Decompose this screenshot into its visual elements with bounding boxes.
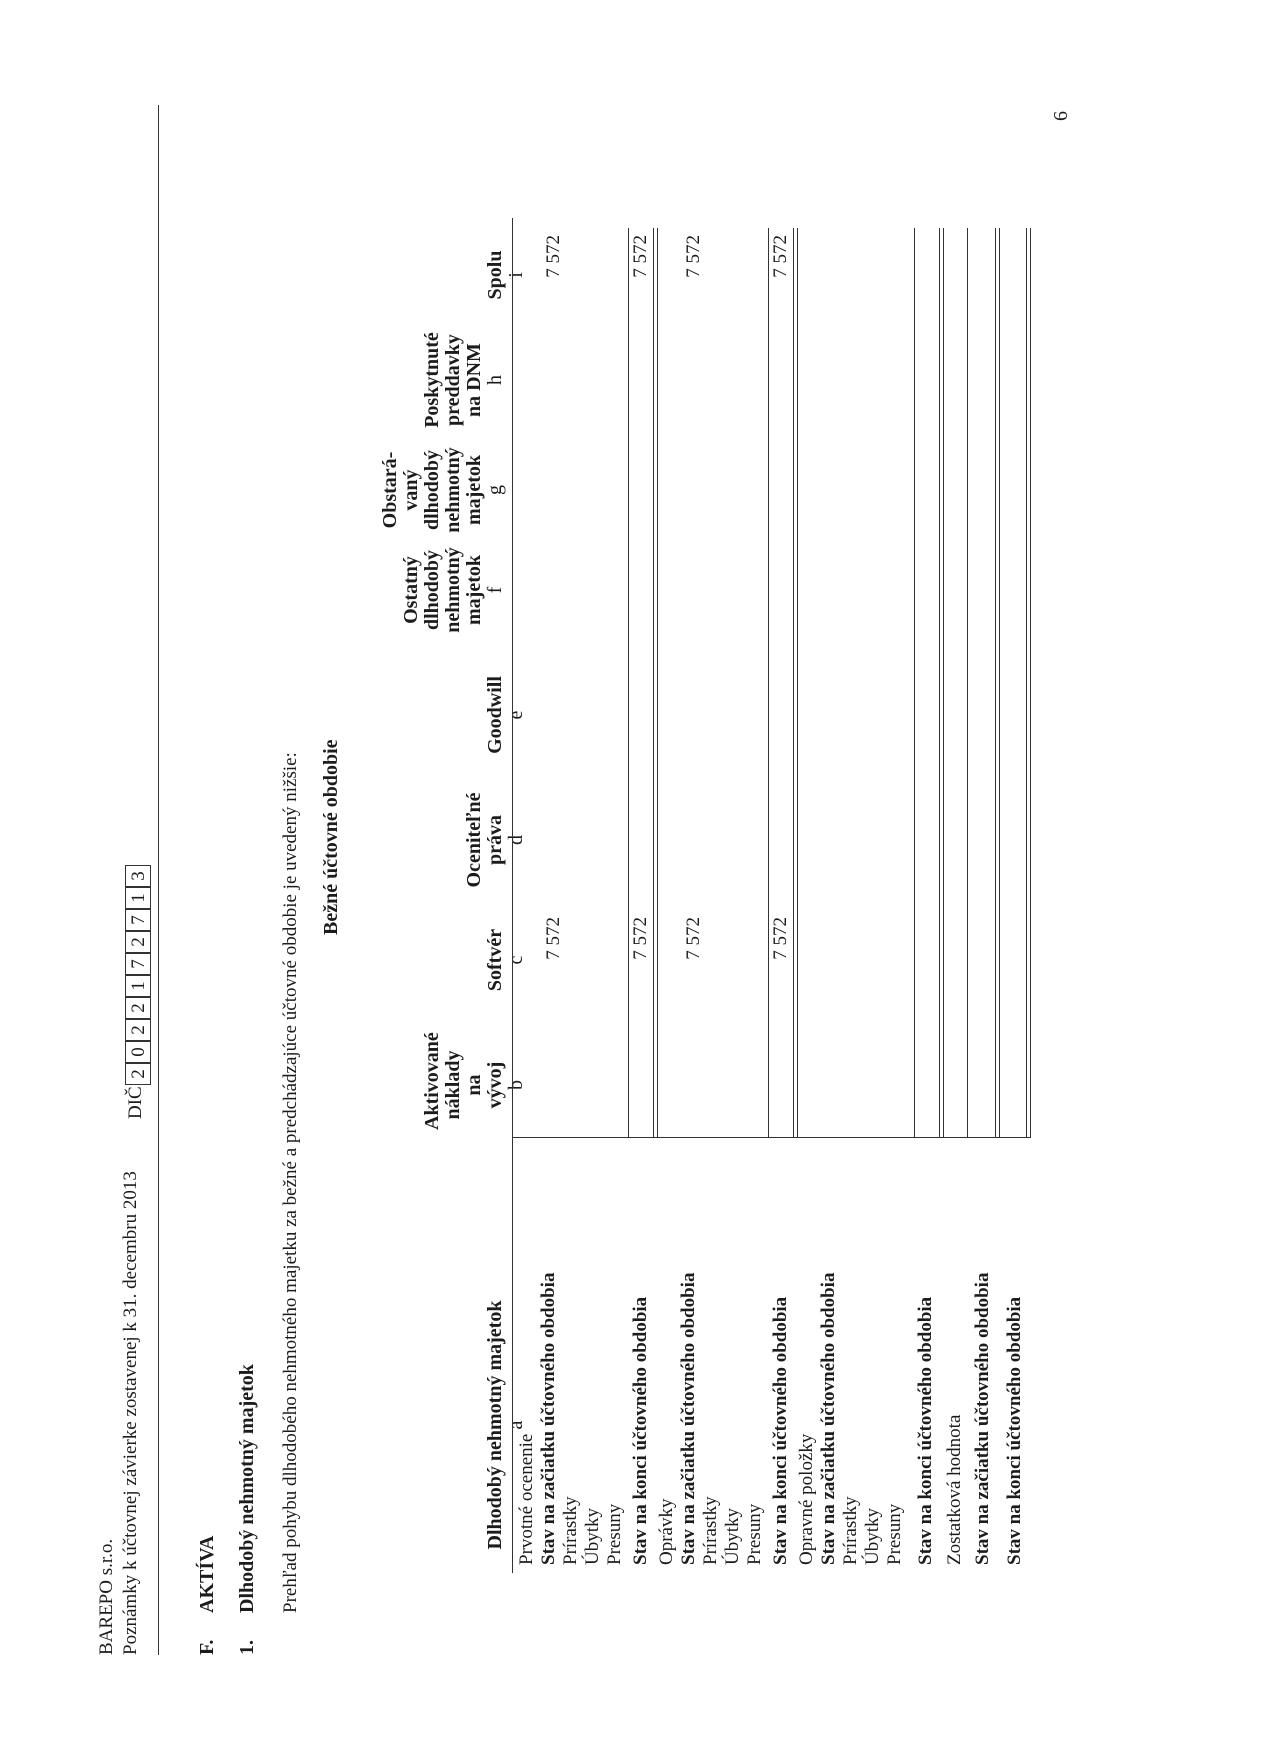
total-double-rule [793, 228, 798, 1138]
row-label: Stav na konci účtovného obdobia [1004, 1296, 1025, 1565]
column-c-line: Softvér [484, 928, 506, 992]
cell-value: 7 572 [630, 917, 651, 960]
column-f-line: nehmotný [442, 547, 464, 633]
cell-value: 7 572 [683, 235, 704, 278]
total-double-rule [653, 228, 658, 1138]
cell-value: 7 572 [630, 235, 651, 278]
dic-digit: 7 [125, 953, 151, 975]
column-b-line: náklady na [442, 1050, 485, 1120]
column-header-g [380, 440, 506, 540]
row-label: Presuny [744, 1503, 765, 1565]
total-double-rule [995, 228, 1000, 1138]
column-h-line: preddavky [442, 334, 464, 426]
total-double-rule [939, 228, 944, 1138]
column-g-line: nehmotný [442, 447, 464, 533]
column-f-line: dlhodobý [421, 549, 443, 631]
column-g-line: Obstará- [379, 451, 401, 529]
dic-digit: 2 [125, 997, 151, 1019]
column-i-letter: i [505, 272, 527, 278]
dic-label: DIČ [125, 1086, 146, 1119]
row-label: Stav na začiatku účtovného obdobia [818, 1272, 839, 1565]
column-d-letter: d [505, 835, 527, 845]
row-label: Stav na konci účtovného obdobia [770, 1296, 791, 1565]
column-header-d [464, 790, 527, 890]
dic-digit: 2 [125, 931, 151, 953]
column-header-e [485, 665, 527, 765]
column-b-line: vývoj [484, 1061, 506, 1109]
column-e-line: Goodwill [484, 676, 506, 754]
column-g-letter: g [484, 485, 506, 495]
row-label: Presuny [604, 1503, 625, 1565]
column-e-letter: e [505, 710, 527, 720]
column-a-line: Dlhodobý nehmotný majetok [484, 1300, 506, 1550]
column-f-letter: f [484, 586, 506, 594]
row-label: Opravné položky [796, 1433, 817, 1565]
subsection-number: 1. [236, 1640, 258, 1655]
column-c-letter: c [505, 955, 527, 965]
row-label: Stav na konci účtovného obdobia [915, 1296, 936, 1565]
column-f-line: majetok [463, 555, 485, 625]
column-header-h [422, 325, 506, 435]
row-label: Prírastky [560, 1496, 581, 1565]
row-label: Oprávky [656, 1498, 677, 1565]
page-number: 6 [1050, 111, 1072, 121]
column-f-line: Ostatný [400, 556, 422, 624]
total-double-rule [1026, 228, 1031, 1138]
dic-digit: 2 [125, 1063, 151, 1085]
column-i-line: Spolu [484, 250, 506, 300]
row-label: Stav na začiatku účtovného obdobia [972, 1272, 993, 1565]
column-b-letter: b [505, 1080, 527, 1090]
cell-value: 7 572 [683, 917, 704, 960]
section-title: AKTÍVA [196, 1535, 218, 1613]
row-label: Presuny [884, 1503, 905, 1565]
cell-value: 7 572 [543, 235, 564, 278]
cell-value: 7 572 [543, 917, 564, 960]
dic-digit: 1 [125, 887, 151, 909]
column-a-letter: a [505, 1420, 527, 1430]
row-label: Stav na konci účtovného obdobia [630, 1296, 651, 1565]
column-h-line: Poskytnuté [421, 332, 443, 428]
column-g-line: dlhodobý [421, 449, 443, 531]
row-label: Zostatková hodnota [944, 1414, 965, 1565]
column-g-line: vaný [400, 469, 422, 511]
cell-value: 7 572 [770, 917, 791, 960]
dic-digit: 1 [125, 975, 151, 997]
cell-value: 7 572 [770, 235, 791, 278]
column-h-line: na DNM [463, 343, 485, 417]
section-letter: F. [196, 1639, 218, 1655]
row-rule [967, 228, 968, 1138]
column-header-f [401, 540, 506, 640]
row-label: Stav na začiatku účtovného obdobia [678, 1272, 699, 1565]
column-h-letter: h [484, 375, 506, 385]
subtotal-rule [914, 228, 915, 1138]
company-name: BAREPO s.r.o. [96, 1538, 117, 1655]
table-header-rule [512, 218, 513, 1573]
document-subtitle: Poznámky k účtovnej závierke zostavenej k 31. decembru 2013 [120, 1171, 141, 1655]
column-header-i [485, 235, 527, 315]
dic-digit: 3 [125, 865, 151, 887]
column-d-line: Oceniteľné [463, 792, 485, 888]
subsection-title: Dlhodobý nehmotný majetok [236, 1364, 258, 1613]
dic-digit: 7 [125, 909, 151, 931]
row-label: Prvotné ocenenie [516, 1433, 537, 1565]
subtotal-rule [768, 228, 769, 1138]
row-label: Prírastky [700, 1496, 721, 1565]
table-column-divider [512, 1137, 1031, 1138]
column-b-line: Aktivované [421, 1032, 443, 1130]
header-rule [158, 105, 159, 1655]
row-label: Úbytky [582, 1508, 603, 1565]
column-header-c [485, 915, 527, 1005]
row-label: Úbytky [722, 1508, 743, 1565]
period-heading: Bežné účtovné obdobie [320, 739, 342, 935]
column-d-line: práva [484, 815, 506, 865]
column-g-line: majetok [463, 455, 485, 525]
row-label: Prírastky [840, 1496, 861, 1565]
row-label: Úbytky [862, 1508, 883, 1565]
intro-text: Prehľad pohybu dlhodobého nehmotného majetku za bežné a predchádzajúce účtovné obdobie je uvedený nižšie: [280, 752, 301, 1613]
row-label: Stav na začiatku účtovného obdobia [538, 1272, 559, 1565]
dic-digit: 0 [125, 1041, 151, 1063]
subtotal-rule [628, 228, 629, 1138]
dic-digit: 2 [125, 1019, 151, 1041]
